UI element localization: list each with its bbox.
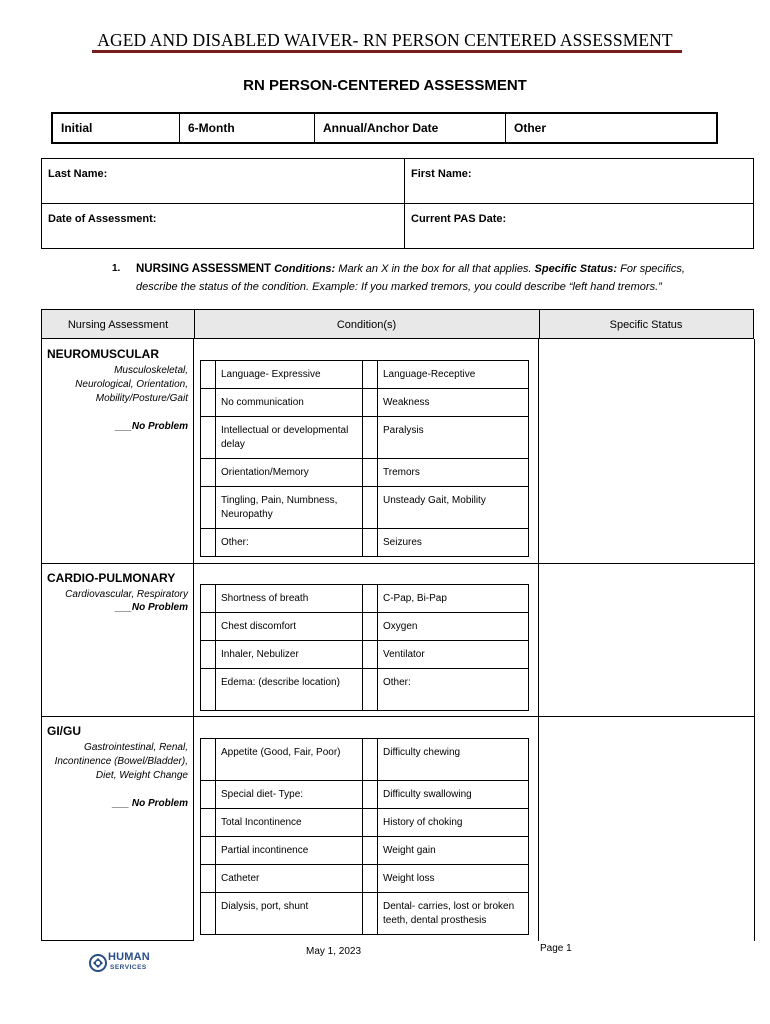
grid-header-nursing: Nursing Assessment xyxy=(67,319,169,331)
instruction-heading: NURSING ASSESSMENT xyxy=(136,263,272,275)
footer-date: May 1, 2023 xyxy=(306,946,362,957)
condition-label: C-Pap, Bi-Pap xyxy=(378,585,529,613)
no-problem-cardio-pulmonary[interactable]: ___No Problem xyxy=(115,602,188,613)
checkbox[interactable] xyxy=(201,361,216,389)
checkbox[interactable] xyxy=(201,669,216,711)
condition-label: Total Incontinence xyxy=(216,809,363,837)
condition-label: Ventilator xyxy=(378,641,529,669)
condition-label: Weakness xyxy=(378,389,529,417)
condition-label: Language-Receptive xyxy=(378,361,529,389)
condition-label: Weight loss xyxy=(378,865,529,893)
grid-left-border xyxy=(41,339,42,941)
grid-col-divider-2 xyxy=(538,339,539,941)
condition-label: Other: xyxy=(216,529,363,557)
checkbox[interactable] xyxy=(363,613,378,641)
first-name-field[interactable]: First Name: xyxy=(405,159,754,204)
checkbox[interactable] xyxy=(363,669,378,711)
checkbox[interactable] xyxy=(201,487,216,529)
condition-label: Seizures xyxy=(378,529,529,557)
checkbox[interactable] xyxy=(363,417,378,459)
checkbox[interactable] xyxy=(363,459,378,487)
condition-label: No communication xyxy=(216,389,363,417)
section-subtitle-cardio-pulmonary: Cardiovascular, Respiratory xyxy=(65,589,188,600)
assessment-type-initial[interactable]: Initial xyxy=(52,113,180,143)
condition-label: Tingling, Pain, Numbness, Neuropathy xyxy=(216,487,363,529)
condition-label: History of choking xyxy=(378,809,529,837)
name-block xyxy=(41,158,754,249)
checkbox[interactable] xyxy=(363,487,378,529)
checkbox[interactable] xyxy=(363,837,378,865)
condition-label: Appetite (Good, Fair, Poor) xyxy=(216,739,363,781)
condition-label: Unsteady Gait, Mobility xyxy=(378,487,529,529)
section-divider-1 xyxy=(41,563,755,564)
condition-label: Tremors xyxy=(378,459,529,487)
section-divider-2 xyxy=(41,716,755,717)
grid-header xyxy=(41,309,754,339)
condition-label: Oxygen xyxy=(378,613,529,641)
condition-label: Paralysis xyxy=(378,417,529,459)
condition-label: Edema: (describe location) xyxy=(216,669,363,711)
checkbox[interactable] xyxy=(363,529,378,557)
human-services-logo xyxy=(88,950,154,974)
status-text: For specifics, describe the status of the condition. Example: If you marked tremors, you could describe “left hand tremors.” xyxy=(136,263,685,293)
grid-header-status: Specific Status xyxy=(609,319,683,331)
checkbox[interactable] xyxy=(201,613,216,641)
conditions-text: Mark an X in the box for all that applies. xyxy=(335,263,535,275)
checkbox[interactable] xyxy=(363,781,378,809)
instructions xyxy=(112,260,712,296)
checkbox[interactable] xyxy=(201,893,216,935)
no-problem-gi-gu[interactable]: ___ No Problem xyxy=(112,798,188,809)
checkbox[interactable] xyxy=(201,529,216,557)
checkbox[interactable] xyxy=(363,893,378,935)
condition-label: Orientation/Memory xyxy=(216,459,363,487)
checkbox[interactable] xyxy=(201,389,216,417)
condition-label: Difficulty swallowing xyxy=(378,781,529,809)
conditions-table-cardio-pulmonary xyxy=(200,584,529,711)
status-label: Specific Status: xyxy=(534,263,618,275)
condition-label: Difficulty chewing xyxy=(378,739,529,781)
logo-emblem-icon xyxy=(88,952,108,974)
assessment-type-6-month[interactable]: 6-Month xyxy=(180,113,315,143)
condition-label: Dental- carries, lost or broken teeth, dental prosthesis xyxy=(378,893,529,935)
section-title-gi-gu: GI/GU xyxy=(47,724,82,738)
checkbox[interactable] xyxy=(201,739,216,781)
checkbox[interactable] xyxy=(363,361,378,389)
condition-label: Shortness of breath xyxy=(216,585,363,613)
section-subtitle-gi-gu: Gastrointestinal, Renal, Incontinence (Bowel/Bladder), Diet, Weight Change xyxy=(54,742,188,781)
checkbox[interactable] xyxy=(363,641,378,669)
checkbox[interactable] xyxy=(363,585,378,613)
grid-header-conditions: Condition(s) xyxy=(336,319,397,331)
checkbox[interactable] xyxy=(201,585,216,613)
condition-label: Inhaler, Nebulizer xyxy=(216,641,363,669)
checkbox[interactable] xyxy=(363,865,378,893)
condition-label: Dialysis, port, shunt xyxy=(216,893,363,935)
conditions-label: Conditions: xyxy=(274,263,336,275)
instruction-number: 1. xyxy=(112,263,121,274)
checkbox[interactable] xyxy=(201,837,216,865)
assessment-type-annual[interactable]: Annual/Anchor Date xyxy=(315,113,506,143)
logo-text-human: HUMAN xyxy=(108,951,150,963)
condition-label: Special diet- Type: xyxy=(216,781,363,809)
date-of-assessment-field[interactable]: Date of Assessment: xyxy=(42,204,405,249)
assessment-type-table xyxy=(51,112,718,144)
checkbox[interactable] xyxy=(201,459,216,487)
logo-text-services: SERVICES xyxy=(110,964,147,971)
condition-label: Partial incontinence xyxy=(216,837,363,865)
document-header-title: AGED AND DISABLED WAIVER- RN PERSON CENTERED ASSESSMENT xyxy=(97,30,673,50)
condition-label: Weight gain xyxy=(378,837,529,865)
grid-bottom-left xyxy=(41,940,194,941)
checkbox[interactable] xyxy=(201,641,216,669)
checkbox[interactable] xyxy=(201,417,216,459)
last-name-field[interactable]: Last Name: xyxy=(42,159,405,204)
grid-right-border xyxy=(754,339,755,941)
page-title: RN PERSON-CENTERED ASSESSMENT xyxy=(243,77,527,94)
condition-label: Language- Expressive xyxy=(216,361,363,389)
conditions-table-gi-gu xyxy=(200,738,529,935)
condition-label: Catheter xyxy=(216,865,363,893)
assessment-type-other[interactable]: Other xyxy=(506,113,718,143)
conditions-table-neuromuscular xyxy=(200,360,529,557)
current-pas-date-field[interactable]: Current PAS Date: xyxy=(405,204,754,249)
no-problem-neuromuscular[interactable]: ___No Problem xyxy=(115,421,188,432)
checkbox[interactable] xyxy=(363,739,378,781)
checkbox[interactable] xyxy=(201,809,216,837)
checkbox[interactable] xyxy=(363,389,378,417)
section-title-neuromuscular: NEUROMUSCULAR xyxy=(47,347,159,361)
checkbox[interactable] xyxy=(201,781,216,809)
condition-label: Other: xyxy=(378,669,529,711)
header-rule xyxy=(92,50,682,53)
section-subtitle-neuromuscular: Musculoskeletal, Neurological, Orientation, Mobility/Posture/Gait xyxy=(75,365,188,404)
section-title-cardio-pulmonary: CARDIO-PULMONARY xyxy=(47,571,176,585)
condition-label: Chest discomfort xyxy=(216,613,363,641)
page-number: Page 1 xyxy=(540,943,572,954)
checkbox[interactable] xyxy=(201,865,216,893)
condition-label: Intellectual or developmental delay xyxy=(216,417,363,459)
grid-col-divider-1 xyxy=(193,339,194,941)
checkbox[interactable] xyxy=(363,809,378,837)
